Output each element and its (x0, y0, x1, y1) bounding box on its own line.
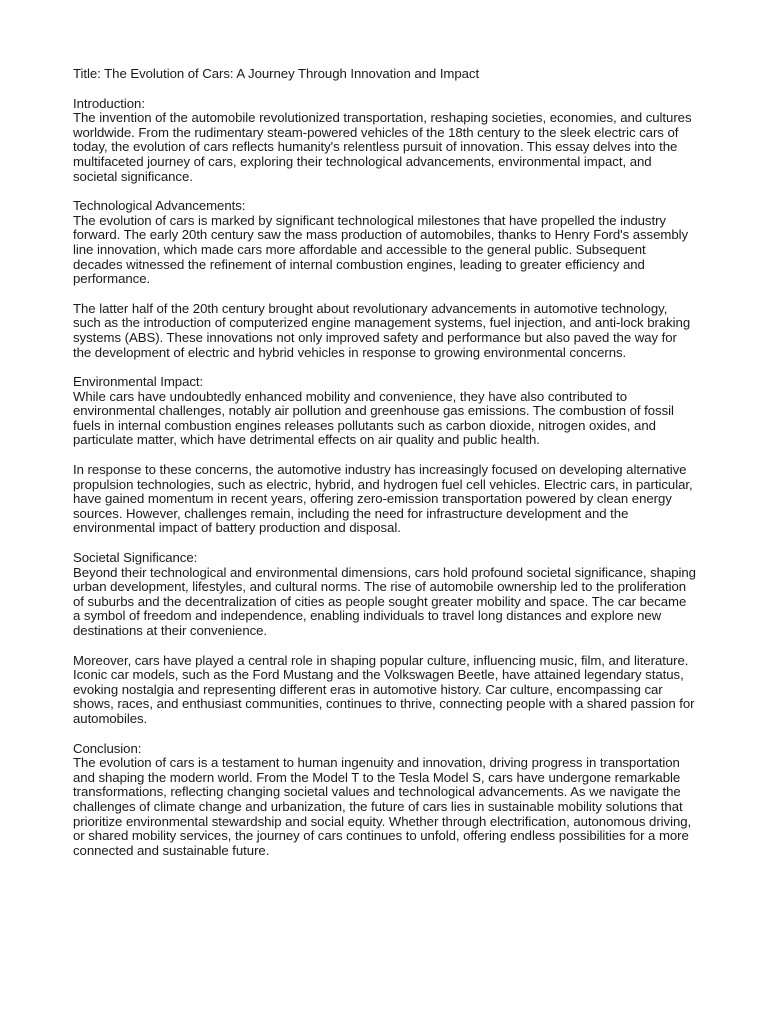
technological-paragraph-2: The latter half of the 20th century brought about revolutionary advancements in automotive technology, such as the introduction of computerized engine management systems, fuel injection, and anti-lock braking systems (ABS). These innovations not only improved safety and performance but also paved the way for the development of electric and hybrid vehicles in response to growing environmental concerns. (73, 300, 691, 360)
societal-paragraph-1: Beyond their technological and environmental dimensions, cars hold profound societal significance, shaping urban development, lifestyles, and cultural norms. The rise of automobile ownership led to the proliferation of suburbs and the decentralization of cities as people sought greater mobility and space. The car became a symbol of freedom and independence, enabling individuals to travel long distances and explore new destinations at their convenience. (73, 564, 696, 638)
document-title: Title: The Evolution of Cars: A Journey Through Innovation and Impact (73, 66, 480, 81)
introduction-section (73, 97, 697, 185)
technological-heading: Technological Advancements: (73, 198, 246, 214)
environmental-paragraph-2: In response to these concerns, the automotive industry has increasingly focused on developing alternative propulsion technologies, such as electric, hybrid, and hydrogen fuel cell vehicles. Electric cars, in particular, have gained momentum in recent years, offering zero-emission transportation powered by clean energy sources. However, challenges remain, including the need for infrastructure development and the environmental impact of battery production and disposal. (73, 462, 693, 536)
conclusion-heading: Conclusion: (73, 740, 142, 756)
societal-section (73, 551, 697, 727)
technological-paragraph-1: The evolution of cars is marked by significant technological milestones that have propelled the industry forward. The early 20th century saw the mass production of automobiles, thanks to Henry Ford's assembly line innovation, which made cars more affordable and accessible to the general public. Subsequent decades witnessed the refinement of internal combustion engines, leading to greater efficiency and performance. (73, 212, 689, 287)
environmental-paragraph-1: While cars have undoubtedly enhanced mobility and convenience, they have also contributed to environmental challenges, notably air pollution and greenhouse gas emissions. The combustion of fossil fuels in internal combustion engines releases pollutants such as carbon dioxide, nitrogen oxides, and particulate matter, which have detrimental effects on air quality and public health. (73, 388, 674, 448)
conclusion-section (73, 742, 697, 859)
document-page (73, 67, 697, 873)
conclusion-paragraph-1: The evolution of cars is a testament to human ingenuity and innovation, driving progress in transportation and shaping the modern world. From the Model T to the Tesla Model S, cars have undergone remarkable transformations, reflecting changing societal values and technological advancements. As we navigate the challenges of climate change and urbanization, the future of cars lies in sustainable mobility solutions that prioritize environmental stewardship and social equity. Whether through electrification, autonomous driving, or shared mobility services, the journey of cars continues to unfold, offering endless possibilities for a more connected and sustainable future. (73, 755, 692, 858)
introduction-heading: Introduction: (73, 95, 145, 111)
societal-heading: Societal Significance: (73, 550, 198, 566)
societal-paragraph-2: Moreover, cars have played a central role in shaping popular culture, influencing music, film, and literature. Iconic car models, such as the Ford Mustang and the Volkswagen Beetle, have attained legendary status, evoking nostalgia and representing different eras in automotive history. Car culture, encompassing car shows, races, and enthusiast communities, continues to thrive, connecting people with a shared passion for automobiles. (73, 652, 695, 726)
introduction-paragraph-1: The invention of the automobile revolutionized transportation, reshaping societies, economies, and cultures worldwide. From the rudimentary steam-powered vehicles of the 18th century to the sleek electric cars of today, the evolution of cars reflects humanity's relentless pursuit of innovation. This essay delves into the multifaceted journey of cars, exploring their technological advancements, environmental impact, and societal significance. (73, 110, 692, 184)
environmental-section (73, 375, 697, 536)
technological-section (73, 199, 697, 360)
environmental-heading: Environmental Impact: (73, 374, 204, 390)
